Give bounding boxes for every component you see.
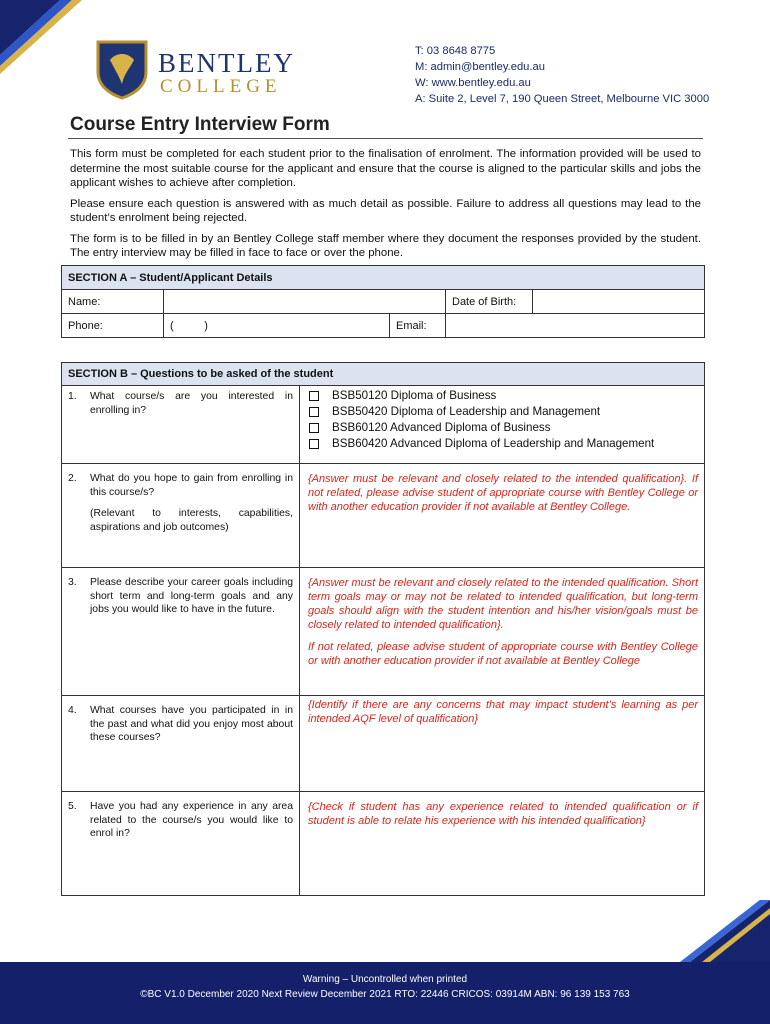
question-number: 4. [68, 705, 77, 716]
dob-field[interactable] [533, 290, 705, 314]
answer-5[interactable] [300, 792, 705, 896]
answer-2[interactable] [300, 464, 705, 568]
contact-web[interactable]: W: www.bentley.edu.au [415, 77, 531, 89]
checkbox-icon[interactable] [309, 423, 319, 433]
checkbox-icon[interactable] [309, 391, 319, 401]
corner-decoration-top-left [0, 0, 90, 80]
intro-paragraph: The form is to be filled in by an Bentley College staff member where they document the responses provided by the student. The entry interview may be filled in face to face or over the phone. [70, 232, 701, 259]
intro-paragraph: Please ensure each question is answered with as much detail as possible. Failure to address all questions may lead to the student’s enrolment being rejected. [70, 197, 701, 224]
course-option[interactable] [308, 420, 698, 436]
intro-text [70, 147, 701, 267]
name-label: Name: [62, 290, 164, 314]
name-field[interactable] [164, 290, 446, 314]
answer-guidance: {Answer must be relevant and closely related to the intended qualification. Short term goals may or may not be related to intended qualification, but long-term goals should align with the student intention and his/her vision/goals must be closely related to intended qualification}. [308, 577, 699, 631]
question-3 [62, 568, 300, 696]
question-number: 3. [68, 577, 77, 588]
question-2 [62, 464, 300, 568]
question-text: Please describe your career goals including short term and long-term goals and any jobs you would like to have in the future. [90, 577, 293, 615]
crest-icon [94, 38, 150, 100]
intro-paragraph: This form must be completed for each student prior to the finalisation of enrolment. The information provided will be used to determine the most suitable course for the applicant and ensure that the course is aligned to the particular skills and jobs the applicant wishes to achieve after completion. [70, 148, 701, 189]
course-option-label: BSB50420 Diploma of Leadership and Management [332, 405, 601, 418]
question-text: What do you hope to gain from enrolling in this course/s? [90, 473, 293, 498]
email-field[interactable] [446, 314, 705, 338]
brand-name-top: BENTLEY [158, 48, 295, 78]
answer-3[interactable] [300, 568, 705, 696]
title-divider [68, 138, 703, 139]
email-label: Email: [390, 314, 446, 338]
question-4 [62, 696, 300, 792]
phone-label: Phone: [62, 314, 164, 338]
answer-guidance: {Check if student has any experience related to intended qualification or if student is able to relate his experience with his intended qualification} [308, 801, 699, 827]
course-option-label: BSB60420 Advanced Diploma of Leadership and Management [332, 437, 655, 450]
question-text: What course/s are you interested in enrolling in? [90, 391, 293, 416]
section-a-table [61, 265, 705, 338]
section-a-title: SECTION A – Student/Applicant Details [62, 266, 705, 290]
course-option[interactable] [308, 404, 698, 420]
course-option[interactable] [308, 436, 698, 452]
footer-warning: Warning – Uncontrolled when printed [302, 974, 468, 985]
course-option-label: BSB50120 Diploma of Business [332, 389, 497, 402]
contact-phone: T: 03 8648 8775 [415, 45, 496, 57]
answer-guidance-followup: If not related, please advise student of appropriate course with Bentley College or with another education provider if not available at Bentley College [308, 641, 699, 667]
checkbox-icon[interactable] [309, 439, 319, 449]
course-option[interactable] [308, 388, 698, 404]
section-b-table [61, 362, 705, 896]
page-footer [0, 962, 770, 1024]
question-number: 2. [68, 473, 77, 484]
course-option-label: BSB60120 Advanced Diploma of Business [332, 421, 551, 434]
footer-version: ©BC V1.0 December 2020 Next Review December 2021 RTO: 22446 CRICOS: 03914M ABN: 96 139 153 763 [140, 989, 630, 1000]
corner-decoration-bottom-right [670, 900, 770, 962]
checkbox-icon[interactable] [309, 407, 319, 417]
phone-field[interactable] [164, 314, 390, 338]
answer-1 [300, 386, 705, 464]
question-1 [62, 386, 300, 464]
question-text: Have you had any experience in any area related to the course/s you would like to enrol in? [90, 801, 293, 839]
question-number: 5. [68, 801, 77, 812]
question-note: (Relevant to interests, capabilities, aspirations and job outcomes) [90, 508, 293, 533]
section-b-title: SECTION B – Questions to be asked of the student [62, 363, 705, 386]
contact-address: A: Suite 2, Level 7, 190 Queen Street, Melbourne VIC 3000 [415, 93, 710, 105]
question-number: 1. [68, 391, 77, 402]
dob-label: Date of Birth: [446, 290, 533, 314]
contact-block [415, 43, 709, 107]
contact-email[interactable]: M: admin@bentley.edu.au [415, 61, 545, 73]
phone-area-code: ( ) [170, 319, 208, 332]
answer-4[interactable] [300, 696, 705, 792]
question-5 [62, 792, 300, 896]
page-title: Course Entry Interview Form [70, 114, 330, 135]
question-text: What courses have you participated in in the past and what did you enjoy most about these courses? [90, 705, 293, 743]
answer-guidance: {Identify if there are any concerns that may impact student’s learning as per intended AQF level of qualification} [308, 699, 699, 725]
answer-guidance: {Answer must be relevant and closely related to the intended qualification}. If not related, please advise student of appropriate course with Bentley College or with another education provider if not available at Bentley College. [308, 473, 699, 513]
brand-name-bottom: COLLEGE [160, 76, 282, 97]
